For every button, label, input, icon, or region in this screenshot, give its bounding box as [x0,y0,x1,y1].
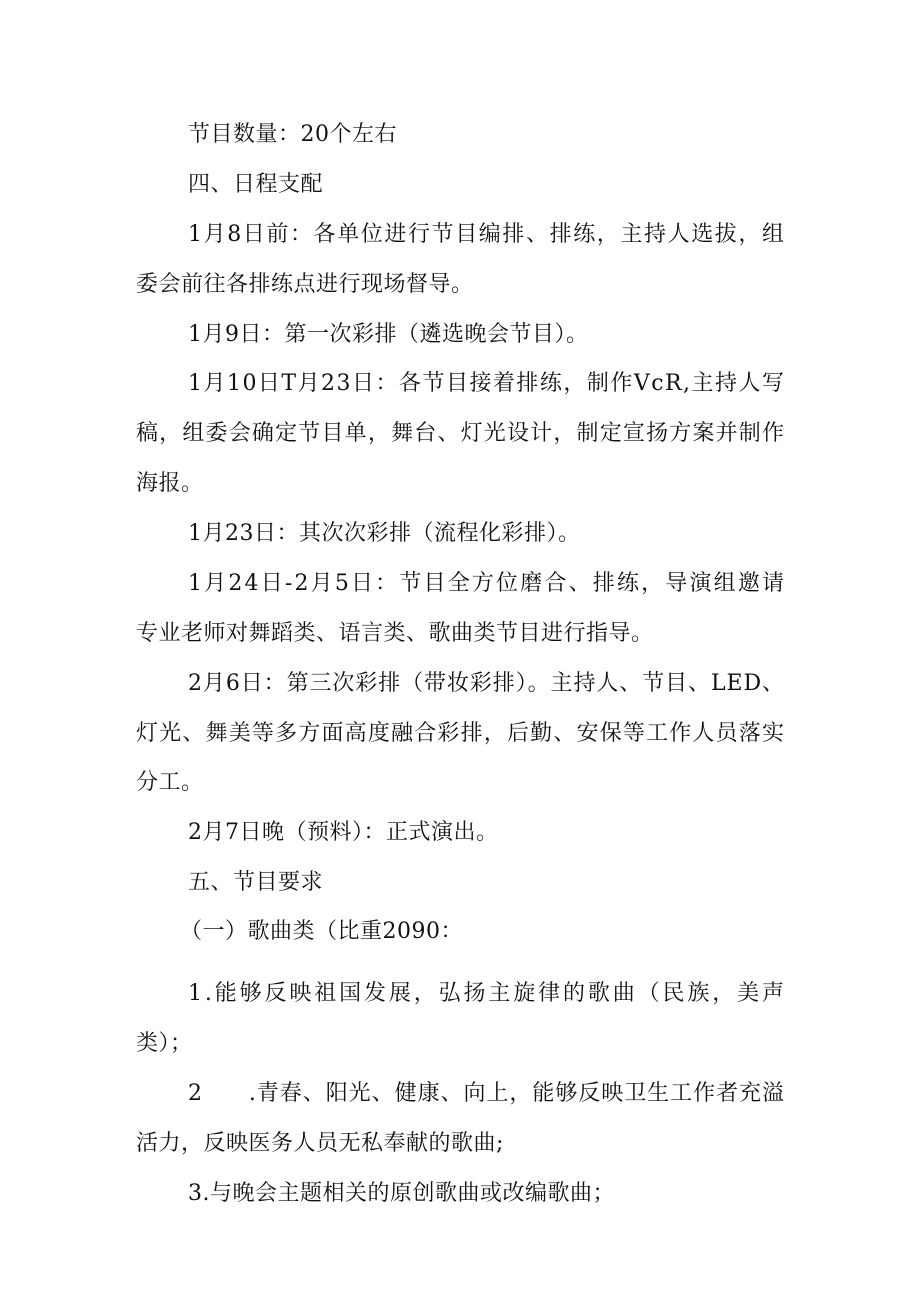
schedule-item-jan23: 1月23日：其次次彩排（流程化彩排）。 [188,521,581,546]
subsection-heading-songs: （一）歌曲类（比重2090： [180,919,463,944]
schedule-item-feb7: 2月7日晚（预料）：正式演出。 [188,820,499,845]
section-heading-schedule: 四、日程支配 [188,172,324,197]
schedule-item-jan8-line1: 1月8日前：各单位进行节目编排、排练，主持人选拔，组 [188,222,786,247]
song-requirement-2-line2: 活力，反映医务人员无私奉献的歌曲; [136,1131,504,1156]
schedule-item-jan9: 1月9日：第一次彩排（遴选晚会节目）。 [188,322,589,347]
schedule-item-jan24-line1: 1月24日-2月5日：节目全方位磨合、排练，导演组邀请 [188,571,787,596]
song-requirement-2-line1: 2 .青春、阳光、健康、向上，能够反映卫生工作者充溢 [188,1081,785,1106]
schedule-item-jan8-line2: 委会前往各排练点进行现场督导。 [136,272,474,297]
song-requirement-1-line2: 类）； [136,1031,193,1056]
schedule-item-jan10-line2: 稿，组委会确定节目单，舞台、灯光设计，制定宣扬方案并制作 [136,421,786,446]
section-heading-program-requirements: 五、节目要求 [188,870,324,895]
schedule-item-feb6-line3: 分工。 [136,770,204,795]
song-requirement-3: 3.与晚会主题相关的原创歌曲或改编歌曲； [188,1181,615,1206]
schedule-item-feb6-line1: 2月6日：第三次彩排（带妆彩排）。主持人、节目、LED、 [188,671,785,696]
schedule-item-jan10-line3: 海报。 [136,471,204,496]
program-count: 节目数量：20个左右 [188,122,397,147]
song-requirement-1-line1: 1.能够反映祖国发展，弘扬主旋律的歌曲（民族，美声 [188,981,787,1006]
schedule-item-jan24-line2: 专业老师对舞蹈类、语言类、歌曲类节目进行指导。 [136,621,654,646]
schedule-item-jan10-line1: 1月10日T月23日：各节目接着排练，制作VcR,主持人写 [188,371,786,396]
schedule-item-feb6-line2: 灯光、舞美等多方面高度融合彩排，后勤、安保等工作人员落实 [136,721,786,746]
